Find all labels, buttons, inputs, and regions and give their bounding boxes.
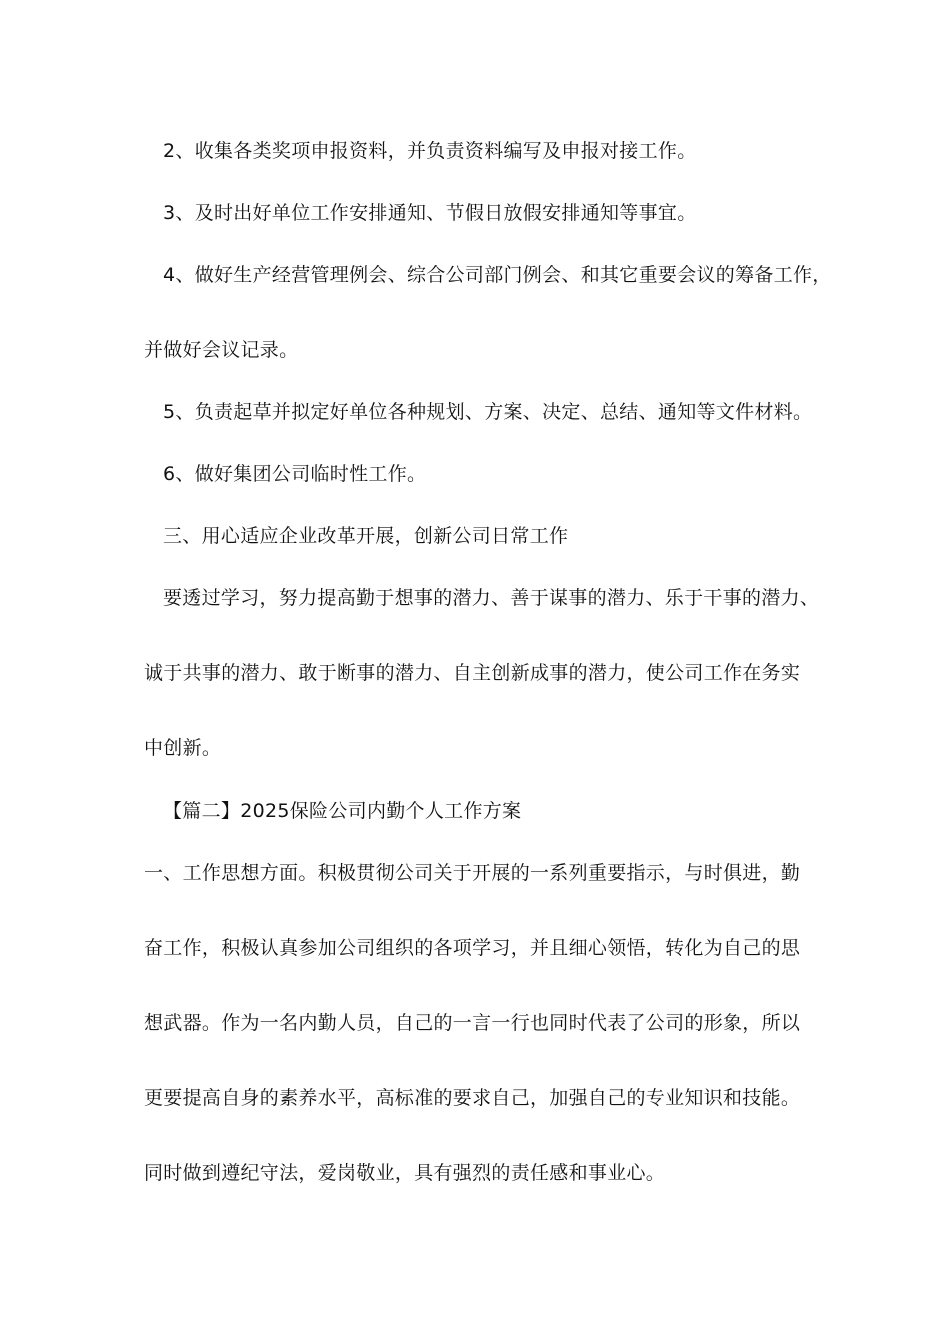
list-item-4-continuation: 并做好会议记录。 bbox=[144, 339, 299, 361]
paragraph-line: 中创新。 bbox=[144, 737, 222, 759]
list-item-6: 6、做好集团公司临时性工作。 bbox=[163, 463, 427, 485]
paragraph-line: 要透过学习，努力提高勤于想事的潜力、善于谋事的潜力、乐于干事的潜力、 bbox=[163, 587, 820, 609]
list-item-4: 4、做好生产经营管理例会、综合公司部门例会、和其它重要会议的筹备工作， bbox=[163, 264, 832, 286]
paragraph-line: 想武器。作为一名内勤人员，自己的一言一行也同时代表了公司的形象，所以 bbox=[144, 1012, 801, 1034]
list-item-3: 3、及时出好单位工作安排通知、节假日放假安排通知等事宜。 bbox=[163, 202, 697, 224]
list-item-2: 2、收集各类奖项申报资料，并负责资料编写及申报对接工作。 bbox=[163, 140, 697, 162]
paragraph-line: 奋工作，积极认真参加公司组织的各项学习，并且细心领悟，转化为自己的思 bbox=[144, 937, 801, 959]
paragraph-line: 诚于共事的潜力、敢于断事的潜力、自主创新成事的潜力，使公司工作在务实 bbox=[144, 662, 801, 684]
paragraph-line: 更要提高自身的素养水平，高标准的要求自己，加强自己的专业知识和技能。 bbox=[144, 1087, 801, 1109]
article-title: 【篇二】2025保险公司内勤个人工作方案 bbox=[163, 800, 522, 822]
section-heading-3: 三、用心适应企业改革开展，创新公司日常工作 bbox=[163, 525, 569, 547]
list-item-5: 5、负责起草并拟定好单位各种规划、方案、决定、总结、通知等文件材料。 bbox=[163, 401, 813, 423]
paragraph-line: 同时做到遵纪守法，爱岗敬业，具有强烈的责任感和事业心。 bbox=[144, 1162, 666, 1184]
paragraph-line: 一、工作思想方面。积极贯彻公司关于开展的一系列重要指示，与时俱进，勤 bbox=[144, 862, 801, 884]
